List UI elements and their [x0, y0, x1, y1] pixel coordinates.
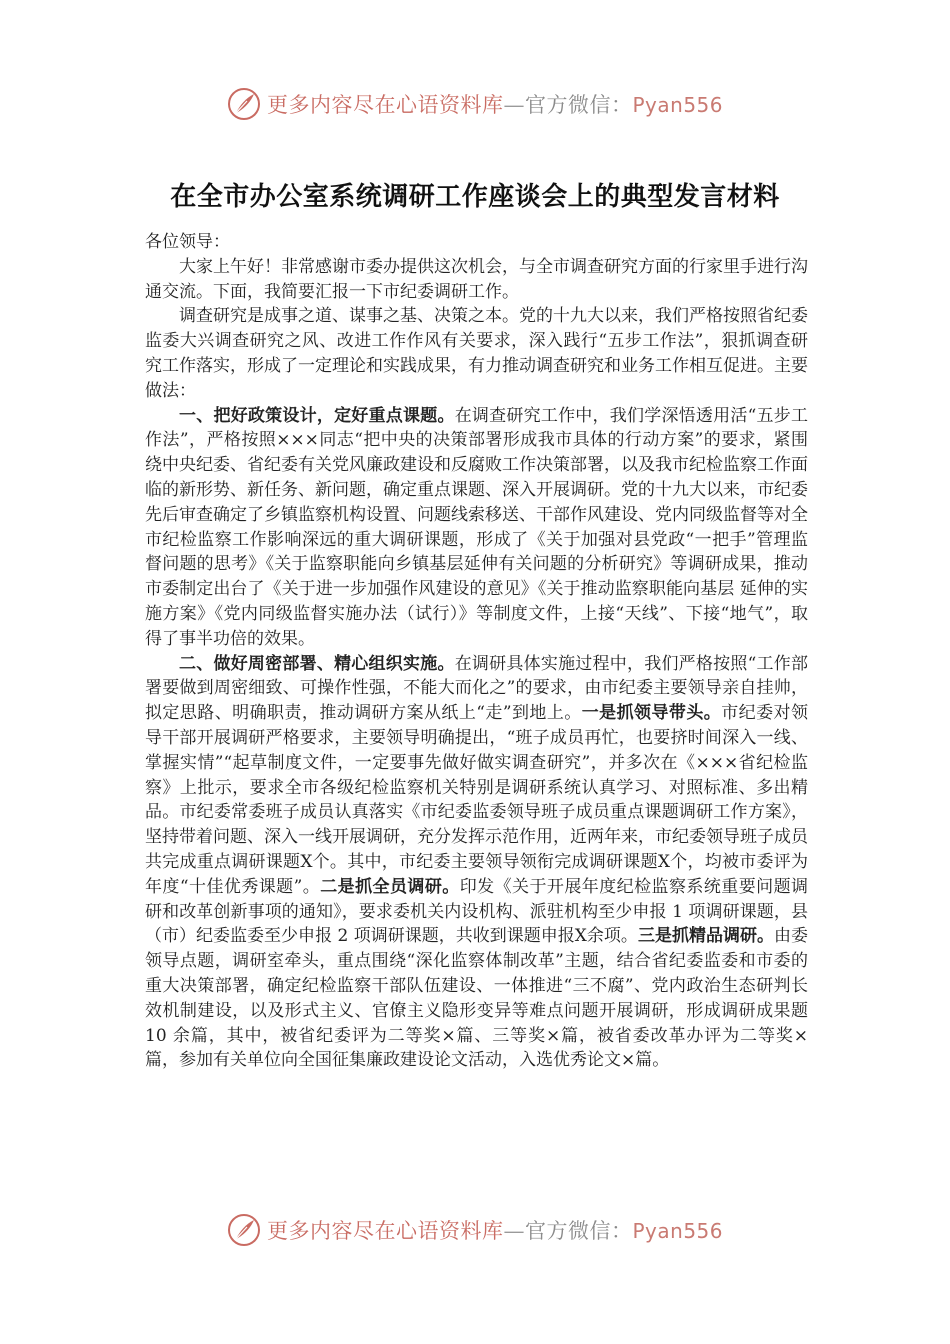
banner-wechat-label: 官方微信：: [524, 93, 633, 117]
section-1-heading: 一、把好政策设计，定好重点课题。: [179, 405, 455, 426]
footer-banner: [0, 1210, 950, 1250]
banner-wechat-id: Pyan556: [632, 1219, 723, 1243]
feather-pen-logo-icon: [227, 1213, 261, 1247]
banner-separator: —: [503, 93, 525, 117]
banner-text: [267, 89, 723, 119]
section-2-point-3: 三是抓精品调研。: [637, 926, 774, 947]
banner-separator: —: [503, 1219, 525, 1243]
banner-text: [267, 1215, 723, 1245]
section-2-point-1: 一是抓领导带头。: [581, 703, 722, 724]
section-2-body-d: 由委领导点题，调研室牵头，重点围绕“深化监察体制改革”主题，结合省纪委监委和市委的重大决策部署，确定纪检监察干部队伍建设、一体推进“三不腐”、党内政治生态研判长效机制建设，以及形式主义、官僚主义隐形变异等难点问题开展调研，形成调研成果题 10 余篇，其中，被省纪委评为二等奖×篇、三等奖×篇，被省委改革办评为二等奖×篇，参加有关单位向全国征集廉政建设论文活动，入选优秀论文×篇。: [145, 926, 809, 1071]
banner-brand: 更多内容尽在心语资料库: [266, 1219, 504, 1243]
salutation: 各位领导：: [145, 232, 230, 252]
banner-wechat-label: 官方微信：: [524, 1219, 633, 1243]
paragraph-section-2: [145, 652, 808, 1074]
paragraph-intro: 调查研究是成事之道、谋事之基、决策之本。党的十九大以来，我们严格按照省纪委监委大兴调查研究之风、改进工作作风有关要求，深入践行“五步工作法”，狠抓调查研究工作落实，形成了一定理论和实践成果，有力推动调查研究和业务工作相互促进。主要做法：: [145, 306, 808, 401]
document-title: 在全市办公室系统调研工作座谈会上的典型发言材料: [170, 182, 780, 212]
paragraph-greeting: 大家上午好！非常感谢市委办提供这次机会，与全市调查研究方面的行家里手进行沟通交流。下面，我简要汇报一下市纪委调研工作。: [145, 256, 808, 302]
header-banner: [0, 84, 950, 124]
section-2-body-a: 在调研具体实施过程中，我们严格按照“工作部署要做到周密细致、可操作性强，不能大而化之”的要求，由市纪委主要领导亲自挂帅，拟定思路、明确职责，推动调研方案从纸上“走”到地上。: [145, 653, 808, 724]
section-2-body-c: 印发《关于开展年度纪检监察系统重要问题调研和改革创新事项的通知》，要求委机关内设机构、派驻机构至少申报 1 项调研课题，县（市）纪委监委至少申报 2 项调研课题，共收到课题申报Ⅹ余项。: [145, 876, 809, 947]
section-1-body: 在调查研究工作中，我们学深悟透用活“五步工作法”，严格按照×××同志“把中央的决策部署形成我市具体的行动方案”的要求，紧围绕中央纪委、省纪委有关党风廉政建设和反腐败工作决策部署，以及我市纪检监察工作面临的新形势、新任务、新问题，确定重点课题、深入开展调研。党的十九大以来，市纪委先后审查确定了乡镇监察机构设置、问题线索移送、干部作风建设、党内同级监督等对全市纪检监察工作影响深远的重大调研课题，形成了《关于加强对县党政“一把手”管理监督问题的思考》《关于监察职能向乡镇基层延伸有关问题的分析研究》等调研成果，推动市委制定出台了《关于进一步加强作风建设的意见》《关于推动监察职能向基层 延伸的实施方案》《党内同级监督实施办法（试行）》等制度文件，上接“天线”、下接“地气”，取得了事半功倍的效果。: [145, 405, 808, 649]
banner-wechat-id: Pyan556: [632, 93, 723, 117]
banner-brand: 更多内容尽在心语资料库: [266, 93, 504, 117]
feather-pen-logo-icon: [227, 87, 261, 121]
section-2-heading: 二、做好周密部署、精心组织实施。: [179, 653, 455, 674]
section-2-body-b: 市纪委对领导干部开展调研严格要求，主要领导明确提出，“班子成员再忙，也要挤时间深入一线、掌握实情”“起草制度文件，一定要事先做好做实调查研究”，并多次在《×××省纪检监察》上批示，要求全市各级纪检监察机关特别是调研系统认真学习、对照标准、多出精品。市纪委常委班子成员认真落实《市纪委监委领导班子成员重点课题调研工作方案》，坚持带着问题、深入一线开展调研，充分发挥示范作用，近两年来，市纪委领导班子成员共完成重点调研课题Ⅹ个。其中，市纪委主要领导领衔完成调研课题Ⅹ个，均被市委评为年度“十佳优秀课题”。: [145, 703, 808, 897]
document-body: [145, 230, 808, 1073]
section-2-point-2: 二是抓全员调研。: [320, 876, 460, 897]
paragraph-section-1: [145, 404, 808, 652]
